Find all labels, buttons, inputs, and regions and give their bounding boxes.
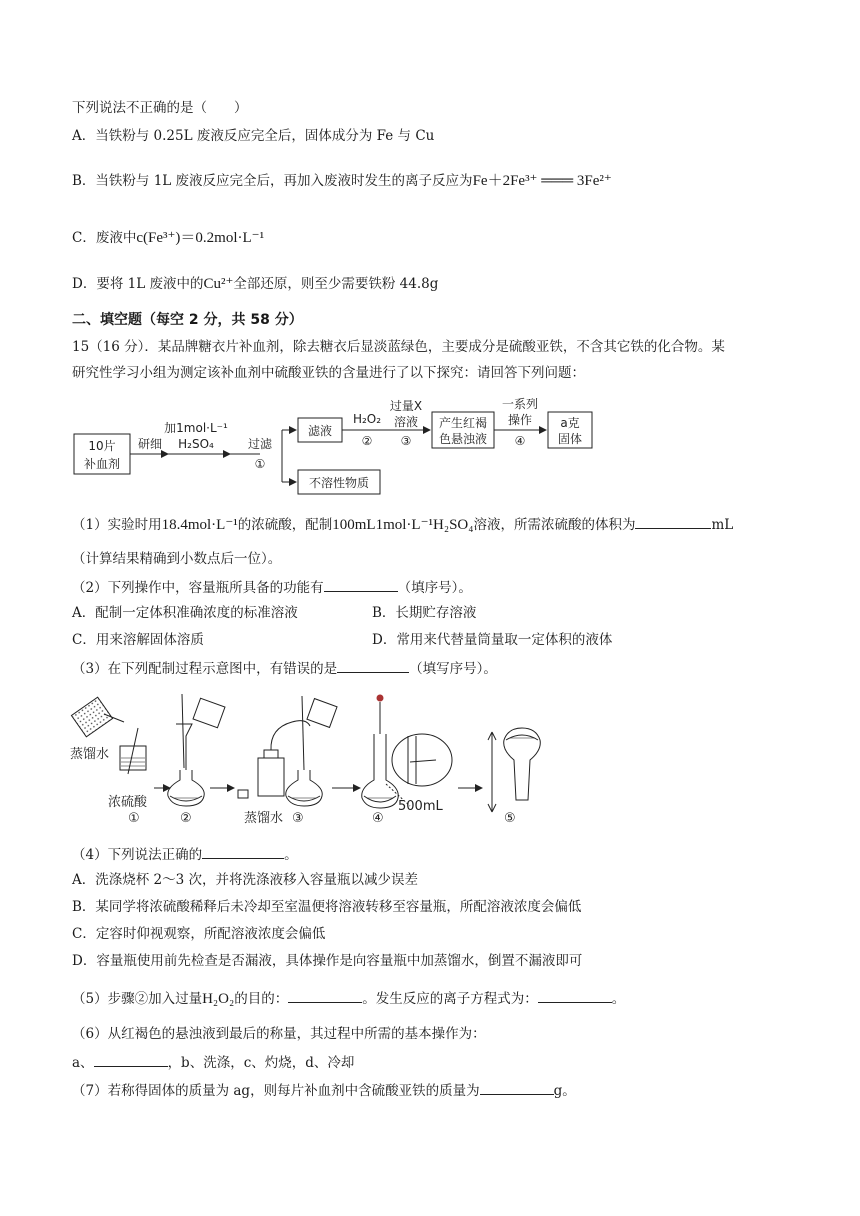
q15-intro-line2: 研究性学习小组为测定该补血剂中硫酸亚铁的含量进行了以下探究：请回答下列问题：	[72, 365, 585, 381]
part6-rest: ，b、洗涤，c、灼烧，d、冷却	[167, 1055, 355, 1071]
answer-blank-7[interactable]	[480, 1080, 554, 1095]
answer-blank-4[interactable]	[202, 844, 284, 859]
part6-a: a、	[72, 1055, 94, 1071]
part1-target-solution: 100mL1mol·L⁻¹H₂SO₄	[332, 517, 474, 533]
flow-filter: 过滤	[247, 437, 273, 451]
part3-tail: （填写序号）。	[409, 661, 497, 677]
q15-part6: （6）从红褐色的悬浊液到最后的称量，其过程中所需的基本操作为：	[72, 1026, 486, 1042]
part2-option-b: B．长期贮存溶液	[372, 605, 477, 621]
question-stem: 下列说法不正确的是（ ）	[72, 100, 248, 116]
part5-text-b: 的目的：	[234, 991, 289, 1007]
option-d-pre: D．要将 1L 废液中的	[72, 276, 204, 292]
q15-part5	[72, 988, 625, 1008]
answer-blank-2[interactable]	[324, 577, 398, 592]
part7-unit: g。	[553, 1083, 576, 1099]
part5-h2o2: H₂O₂	[202, 991, 235, 1007]
answer-blank-3[interactable]	[337, 658, 409, 673]
option-d-post: 全部还原，则至少需要铁粉 44.8g	[233, 276, 439, 292]
flowchart	[70, 390, 600, 498]
figure-num5: ⑤	[504, 811, 516, 826]
figure-step2	[168, 694, 225, 806]
flow-num2: ②	[361, 434, 373, 448]
option-c-text: C．废液中	[72, 230, 137, 246]
part1-concentration: 18.4mol·L⁻¹	[161, 517, 238, 533]
part5-text-d: 。	[611, 991, 626, 1007]
option-c-equation: c(Fe³⁺)＝0.2mol·L⁻¹	[136, 230, 265, 246]
figure-step5	[488, 728, 540, 812]
part5-text-a: （5）步骤②加入过量	[72, 991, 203, 1007]
answer-blank-1[interactable]	[635, 514, 711, 529]
q15-part7	[72, 1080, 576, 1100]
flow-series-line1: 一系列	[501, 397, 539, 411]
q15-part2	[72, 577, 472, 597]
flow-series-line2: 操作	[507, 413, 533, 427]
option-b	[72, 172, 612, 190]
figure-water-label: 蒸馏水	[70, 747, 110, 762]
figure-num3: ③	[292, 811, 304, 826]
part1-text-c: 溶液，所需浓硫酸的体积为	[473, 517, 636, 533]
flow-num3: ③	[400, 434, 412, 448]
part4-option-c: C．定容时仰视观察，所配溶液浓度会偏低	[72, 926, 326, 942]
q15-intro-line1: 15（16 分）．某品牌糖衣片补血剂，除去糖衣后显淡蓝绿色，主要成分是硫酸亚铁，不含其它铁的化合物。某	[72, 339, 725, 355]
flow-x-line1: 过量X	[389, 399, 423, 413]
flow-start-line1: 10片	[88, 439, 116, 453]
option-b-text: B．当铁粉与 1L 废液反应完全后，再加入废液时发生的离子反应为	[72, 173, 473, 189]
part2-option-a: A．配制一定体积准确浓度的标准溶液	[72, 605, 298, 621]
flow-num1: ①	[254, 457, 266, 471]
answer-blank-6[interactable]	[94, 1052, 168, 1067]
figure-step4	[362, 695, 452, 808]
part2-option-c: C．用来溶解固体溶质	[72, 632, 204, 648]
part2-option-d: D．常用来代替量筒量取一定体积的液体	[372, 632, 613, 648]
part1-text-a: （1）实验时用	[72, 517, 162, 533]
figure-num4: ④	[372, 811, 384, 826]
flow-start-line2: 补血剂	[83, 457, 121, 471]
option-b-equation: Fe＋2Fe³⁺ ═══ 3Fe²⁺	[472, 173, 612, 189]
flow-acid-line2: H₂SO₄	[178, 437, 214, 451]
option-c	[72, 229, 264, 247]
flow-solid-line2: 固体	[557, 432, 583, 446]
part4-option-d: D．容量瓶使用前先检查是否漏液，具体操作是向容量瓶中加蒸馏水，倒置不漏液即可	[72, 953, 583, 969]
figure-num2: ②	[180, 811, 192, 826]
option-d	[72, 275, 438, 293]
part1-unit: mL	[711, 517, 734, 533]
flow-insoluble: 不溶性物质	[308, 476, 370, 490]
apparatus-figure	[70, 688, 550, 828]
answer-blank-5a[interactable]	[288, 988, 362, 1003]
answer-blank-5b[interactable]	[538, 988, 612, 1003]
flow-grind: 研细	[137, 437, 163, 451]
figure-num1: ①	[128, 811, 140, 826]
part2-tail: （填序号）。	[397, 580, 472, 596]
flow-h2o2: H₂O₂	[352, 412, 382, 426]
flow-x-line2: 溶液	[393, 415, 419, 429]
part4-text: （4）下列说法正确的	[72, 847, 203, 863]
part4-tail: 。	[284, 847, 298, 863]
flow-acid-line1: 加1mol·L⁻¹	[164, 421, 228, 435]
part2-text: （2）下列操作中，容量瓶所具备的功能有	[72, 580, 324, 596]
figure-step3	[238, 696, 337, 806]
figure-volume-label: 500mL	[398, 799, 443, 814]
part4-option-b: B．某同学将浓硫酸稀释后未冷却至室温便将溶液转移至容量瓶，所配溶液浓度会偏低	[72, 899, 582, 915]
flow-filtrate: 滤液	[307, 424, 333, 438]
flow-solid-line1: a克	[560, 416, 580, 430]
section-title: 二、填空题（每空 2 分，共 58 分）	[72, 312, 303, 328]
option-a: A．当铁粉与 0.25L 废液反应完全后，固体成分为 Fe 与 Cu	[72, 128, 435, 144]
q15-part6-steps	[72, 1052, 354, 1072]
q15-part3	[72, 658, 497, 678]
part5-text-c: 。发生反应的离子方程式为：	[362, 991, 538, 1007]
option-d-ion: Cu²⁺	[203, 276, 234, 292]
q15-part1	[72, 514, 733, 534]
part3-text: （3）在下列配制过程示意图中，有错误的是	[72, 661, 338, 677]
figure-water3-label: 蒸馏水	[244, 811, 284, 826]
flow-red-line2: 色悬浊液	[438, 432, 488, 446]
part7-text: （7）若称得固体的质量为 ag，则每片补血剂中含硫酸亚铁的质量为	[72, 1083, 480, 1099]
part4-option-a: A．洗涤烧杯 2～3 次，并将洗涤液移入容量瓶以减少误差	[72, 872, 419, 888]
figure-step1	[71, 697, 146, 774]
flow-num4: ④	[514, 434, 526, 448]
flow-red-line1: 产生红褐	[438, 416, 488, 430]
q15-part1-note: （计算结果精确到小数点后一位）。	[72, 551, 282, 567]
figure-acid-label: 浓硫酸	[108, 795, 148, 810]
part1-text-b: 的浓硫酸，配制	[237, 517, 333, 533]
q15-part4	[72, 844, 298, 864]
